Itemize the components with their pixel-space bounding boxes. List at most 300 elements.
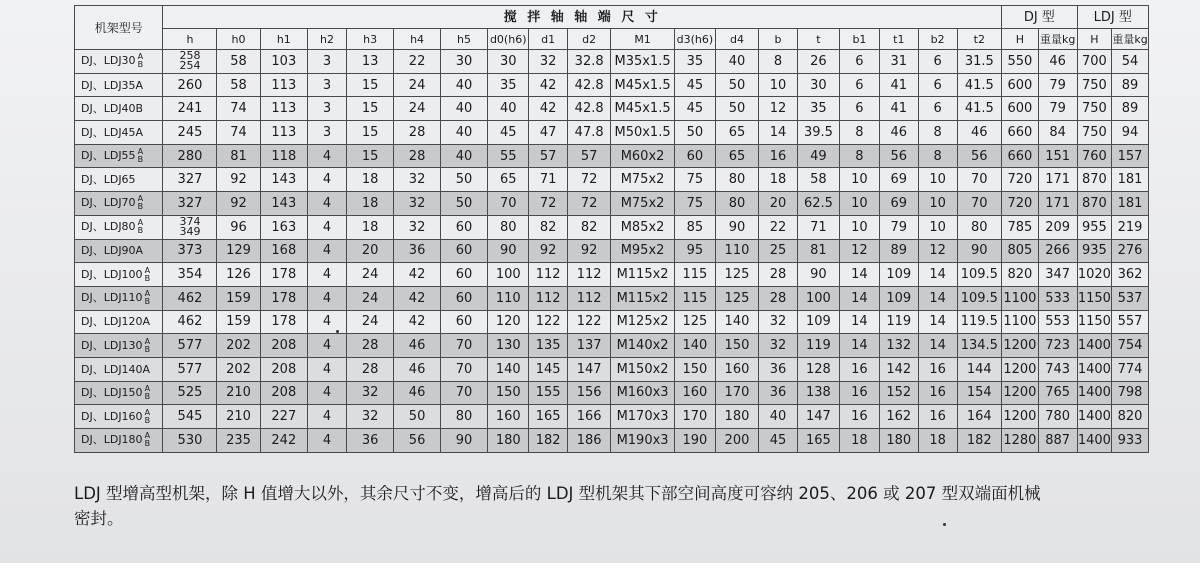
- table-cell: 171: [1038, 168, 1077, 192]
- model-cell: [75, 215, 163, 239]
- table-cell: 143: [260, 192, 307, 216]
- table-cell: 202: [217, 357, 260, 381]
- column-header-h4: h4: [394, 29, 440, 50]
- cell-h-value: 374: [179, 215, 201, 229]
- table-cell: 28: [394, 121, 440, 145]
- table-cell: 660: [1002, 144, 1039, 168]
- table-cell: 15: [346, 144, 393, 168]
- table-cell: 113: [260, 73, 307, 97]
- table-cell: 154: [957, 381, 1001, 405]
- table-cell: 181: [1112, 168, 1149, 192]
- table-cell: 119.5: [957, 310, 1001, 334]
- table-cell: 4: [308, 429, 347, 453]
- table-cell: 118: [260, 144, 307, 168]
- table-cell: 58: [797, 168, 839, 192]
- model-cell: [75, 405, 163, 429]
- table-cell: 180: [715, 405, 758, 429]
- variant-b: B: [144, 439, 151, 449]
- table-cell: 20: [346, 239, 393, 263]
- table-cell: 90: [440, 429, 487, 453]
- table-cell: 112: [529, 286, 568, 310]
- table-cell: 50: [440, 168, 487, 192]
- table-cell: 109: [797, 310, 839, 334]
- table-cell: 74: [217, 97, 260, 121]
- table-row: [75, 121, 1149, 145]
- table-cell: 8: [918, 121, 957, 145]
- table-cell: 42: [394, 286, 440, 310]
- variant-ab-mark: [138, 195, 144, 211]
- table-cell: M160x3: [611, 381, 675, 405]
- table-cell: 16: [918, 381, 957, 405]
- model-cell: [75, 286, 163, 310]
- table-cell: 49: [797, 144, 839, 168]
- table-cell: 14: [918, 286, 957, 310]
- model-header: 机架型号: [75, 6, 163, 50]
- table-cell: 537: [1112, 286, 1149, 310]
- table-cell: 4: [308, 144, 347, 168]
- table-cell: 40: [440, 73, 487, 97]
- table-cell: 190: [674, 429, 715, 453]
- table-cell: 32: [346, 381, 393, 405]
- table-cell: 45: [488, 121, 529, 145]
- table-row: [75, 381, 1149, 405]
- table-cell: 82: [529, 215, 568, 239]
- table-cell: 18: [839, 429, 879, 453]
- table-cell: M60x2: [611, 144, 675, 168]
- table-cell: M140x2: [611, 334, 675, 358]
- table-cell: 92: [217, 168, 260, 192]
- table-cell: 750: [1077, 97, 1112, 121]
- model-label: DJ、LDJ30: [81, 54, 136, 68]
- table-cell: 28: [759, 263, 798, 287]
- column-header-ldj-weight: 重量kg: [1112, 29, 1149, 50]
- table-cell: 181: [1112, 192, 1149, 216]
- model-label: DJ、LDJ65: [81, 173, 136, 187]
- table-cell: 39.5: [797, 121, 839, 145]
- table-cell: 46: [394, 334, 440, 358]
- table-cell: 36: [759, 357, 798, 381]
- table-cell: 138: [797, 381, 839, 405]
- table-cell: 10: [839, 168, 879, 192]
- table-cell: 130: [488, 334, 529, 358]
- table-cell: 168: [260, 239, 307, 263]
- table-cell: 1100: [1002, 310, 1039, 334]
- table-cell: 113: [260, 121, 307, 145]
- ldj-group-header: LDJ 型: [1077, 6, 1148, 29]
- table-cell: 6: [839, 50, 879, 74]
- table-cell: 16: [759, 144, 798, 168]
- table-cell: 109: [879, 263, 918, 287]
- variant-a: A: [144, 289, 151, 299]
- column-header-t1: t1: [879, 29, 918, 50]
- table-cell: 170: [674, 405, 715, 429]
- table-cell: 90: [957, 239, 1001, 263]
- table-cell: 45: [674, 73, 715, 97]
- table-cell: 70: [957, 168, 1001, 192]
- footnote-line-2: 密封。: [74, 509, 124, 528]
- model-label: DJ、LDJ35A: [81, 78, 144, 92]
- table-cell: 550: [1002, 50, 1039, 74]
- column-header-M1: M1: [611, 29, 675, 50]
- table-cell: M170x3: [611, 405, 675, 429]
- table-cell: 12: [918, 239, 957, 263]
- table-cell: 182: [529, 429, 568, 453]
- table-cell: 760: [1077, 144, 1112, 168]
- table-cell: 28: [759, 286, 798, 310]
- column-header-dj-h: H: [1002, 29, 1039, 50]
- table-cell: 25: [759, 239, 798, 263]
- table-cell: 58: [217, 73, 260, 97]
- table-body: [75, 50, 1149, 453]
- table-cell: 35: [797, 97, 839, 121]
- table-cell: 159: [217, 286, 260, 310]
- table-cell: 140: [488, 357, 529, 381]
- table-cell: 70: [957, 192, 1001, 216]
- table-cell: 155: [529, 381, 568, 405]
- table-cell: 12: [759, 97, 798, 121]
- table-row: [75, 73, 1149, 97]
- variant-ab-mark: [145, 267, 151, 283]
- shaft-dimension-group-header: 搅 拌 轴 轴 端 尺 寸: [163, 6, 1002, 29]
- table-cell: 69: [879, 168, 918, 192]
- column-header-t2: t2: [957, 29, 1001, 50]
- cell-h: 530: [163, 429, 217, 453]
- table-cell: 109.5: [957, 263, 1001, 287]
- cell-h: 280: [163, 144, 217, 168]
- table-cell: 140: [715, 310, 758, 334]
- table-cell: 202: [217, 334, 260, 358]
- table-cell: 165: [529, 405, 568, 429]
- table-cell: 798: [1112, 381, 1149, 405]
- table-cell: 1200: [1002, 381, 1039, 405]
- table-cell: 36: [759, 381, 798, 405]
- footnote: [74, 481, 1154, 531]
- column-header-h2: h2: [308, 29, 347, 50]
- table-cell: 18: [346, 215, 393, 239]
- table-cell: 18: [918, 429, 957, 453]
- table-cell: 42: [394, 263, 440, 287]
- table-cell: 28: [394, 144, 440, 168]
- variant-b: B: [144, 391, 151, 401]
- table-cell: 71: [797, 215, 839, 239]
- table-cell: 200: [715, 429, 758, 453]
- column-header-d3h6: d3(h6): [674, 29, 715, 50]
- table-cell: 40: [488, 97, 529, 121]
- table-cell: 24: [346, 286, 393, 310]
- table-cell: 80: [440, 405, 487, 429]
- table-cell: 32: [529, 50, 568, 74]
- table-cell: 1400: [1077, 405, 1112, 429]
- dimension-table: [74, 5, 1149, 453]
- table-cell: 46: [879, 121, 918, 145]
- table-cell: 69: [879, 192, 918, 216]
- table-cell: 4: [308, 239, 347, 263]
- table-cell: 50: [715, 73, 758, 97]
- cell-h: 577: [163, 357, 217, 381]
- table-cell: 46: [1038, 50, 1077, 74]
- table-cell: 128: [797, 357, 839, 381]
- cell-h: 327: [163, 168, 217, 192]
- model-label: DJ、LDJ55: [81, 149, 136, 163]
- table-cell: 4: [308, 168, 347, 192]
- table-cell: 208: [260, 381, 307, 405]
- table-cell: 533: [1038, 286, 1077, 310]
- table-cell: 6: [918, 50, 957, 74]
- table-cell: 31.5: [957, 50, 1001, 74]
- table-cell: 24: [394, 73, 440, 97]
- table-cell: 112: [568, 263, 611, 287]
- table-row: [75, 215, 1149, 239]
- table-cell: 75: [674, 168, 715, 192]
- table-cell: M95x2: [611, 239, 675, 263]
- table-cell: 40: [440, 144, 487, 168]
- table-cell: 84: [1038, 121, 1077, 145]
- cell-h-value: 349: [179, 225, 201, 239]
- column-header-t: t: [797, 29, 839, 50]
- model-label: DJ、LDJ180: [81, 433, 143, 447]
- model-cell: [75, 168, 163, 192]
- table-cell: 41.5: [957, 97, 1001, 121]
- table-cell: 41: [879, 73, 918, 97]
- table-cell: 660: [1002, 121, 1039, 145]
- table-cell: 750: [1077, 73, 1112, 97]
- model-cell: [75, 357, 163, 381]
- table-row: [75, 144, 1149, 168]
- table-cell: 6: [918, 73, 957, 97]
- variant-a: A: [144, 265, 151, 275]
- table-cell: 1020: [1077, 263, 1112, 287]
- model-label: DJ、LDJ70: [81, 196, 136, 210]
- table-cell: 276: [1112, 239, 1149, 263]
- table-cell: 42: [394, 310, 440, 334]
- table-cell: 56: [957, 144, 1001, 168]
- table-cell: 142: [879, 357, 918, 381]
- table-cell: 870: [1077, 192, 1112, 216]
- table-cell: 4: [308, 405, 347, 429]
- cell-h: 245: [163, 121, 217, 145]
- print-speck: [336, 330, 339, 333]
- model-cell: [75, 381, 163, 405]
- table-cell: 1150: [1077, 310, 1112, 334]
- table-cell: 119: [797, 334, 839, 358]
- table-cell: 70: [440, 357, 487, 381]
- table-row: [75, 405, 1149, 429]
- table-cell: 3: [308, 73, 347, 97]
- table-cell: 140: [674, 334, 715, 358]
- table-cell: 3: [308, 50, 347, 74]
- cell-h-value: 254: [179, 59, 201, 73]
- model-label: DJ、LDJ140A: [81, 362, 151, 376]
- table-cell: 36: [346, 429, 393, 453]
- table-cell: 6: [918, 97, 957, 121]
- table-cell: 160: [715, 357, 758, 381]
- table-cell: 45: [759, 429, 798, 453]
- table-cell: 90: [715, 215, 758, 239]
- table-row: [75, 429, 1149, 453]
- table-cell: 50: [440, 192, 487, 216]
- table-cell: 40: [715, 50, 758, 74]
- table-row: [75, 50, 1149, 74]
- table-cell: 28: [346, 357, 393, 381]
- table-cell: 4: [308, 286, 347, 310]
- table-cell: M85x2: [611, 215, 675, 239]
- table-cell: 134.5: [957, 334, 1001, 358]
- table-cell: 182: [957, 429, 1001, 453]
- table-cell: 14: [918, 263, 957, 287]
- table-cell: 14: [839, 286, 879, 310]
- table-cell: 1150: [1077, 286, 1112, 310]
- table-cell: 46: [394, 357, 440, 381]
- table-row: [75, 97, 1149, 121]
- table-cell: 3: [308, 121, 347, 145]
- column-header-d0h6: d0(h6): [488, 29, 529, 50]
- table-cell: 47: [529, 121, 568, 145]
- table-cell: 50: [394, 405, 440, 429]
- table-cell: 96: [217, 215, 260, 239]
- table-cell: 210: [217, 405, 260, 429]
- table-cell: 14: [918, 310, 957, 334]
- print-speck: [943, 523, 946, 526]
- model-label: DJ、LDJ130: [81, 338, 143, 352]
- variant-b: B: [137, 60, 144, 70]
- table-cell: 887: [1038, 429, 1077, 453]
- table-cell: 115: [674, 286, 715, 310]
- table-cell: 14: [839, 334, 879, 358]
- table-cell: 110: [488, 286, 529, 310]
- table-cell: 16: [839, 405, 879, 429]
- table-cell: 743: [1038, 357, 1077, 381]
- table-cell: 15: [346, 121, 393, 145]
- table-cell: 805: [1002, 239, 1039, 263]
- table-cell: 65: [715, 121, 758, 145]
- table-cell: 35: [488, 73, 529, 97]
- table-cell: 209: [1038, 215, 1077, 239]
- table-cell: 56: [394, 429, 440, 453]
- table-cell: 100: [488, 263, 529, 287]
- table-cell: 15: [346, 97, 393, 121]
- table-cell: 10: [918, 168, 957, 192]
- table-cell: 109: [879, 286, 918, 310]
- table-header-row-1: [75, 6, 1149, 29]
- table-cell: 46: [394, 381, 440, 405]
- table-cell: 56: [879, 144, 918, 168]
- table-cell: 266: [1038, 239, 1077, 263]
- table-header-row-2: [75, 29, 1149, 50]
- table-cell: 137: [568, 334, 611, 358]
- table-cell: 90: [488, 239, 529, 263]
- table-cell: 71: [529, 168, 568, 192]
- table-cell: 16: [839, 357, 879, 381]
- table-cell: 147: [797, 405, 839, 429]
- table-cell: 10: [918, 192, 957, 216]
- table-cell: 18: [346, 168, 393, 192]
- column-header-h3: h3: [346, 29, 393, 50]
- table-row: [75, 286, 1149, 310]
- table-cell: 1100: [1002, 286, 1039, 310]
- table-cell: M150x2: [611, 357, 675, 381]
- table-cell: 1400: [1077, 334, 1112, 358]
- table-cell: 113: [260, 97, 307, 121]
- table-cell: 178: [260, 310, 307, 334]
- model-cell: [75, 429, 163, 453]
- table-row: [75, 334, 1149, 358]
- table-cell: 70: [440, 334, 487, 358]
- table-cell: 115: [674, 263, 715, 287]
- table-cell: 32: [346, 405, 393, 429]
- table-cell: M75x2: [611, 192, 675, 216]
- table-cell: 723: [1038, 334, 1077, 358]
- table-row: [75, 357, 1149, 381]
- table-cell: 24: [346, 310, 393, 334]
- table-cell: 90: [797, 263, 839, 287]
- table-cell: 72: [529, 192, 568, 216]
- table-cell: 557: [1112, 310, 1149, 334]
- table-cell: 186: [568, 429, 611, 453]
- table-cell: 162: [879, 405, 918, 429]
- table-cell: 32.8: [568, 50, 611, 74]
- variant-a: A: [144, 407, 151, 417]
- table-cell: 170: [715, 381, 758, 405]
- model-label: DJ、LDJ120A: [81, 315, 151, 329]
- variant-b: B: [144, 415, 151, 425]
- table-cell: 26: [797, 50, 839, 74]
- table-cell: 171: [1038, 192, 1077, 216]
- model-label: DJ、LDJ40B: [81, 102, 144, 116]
- cell-h: [163, 50, 217, 74]
- table-cell: 75: [674, 192, 715, 216]
- cell-h: [163, 215, 217, 239]
- model-label: DJ、LDJ110: [81, 291, 143, 305]
- table-cell: 30: [797, 73, 839, 97]
- table-cell: 820: [1002, 263, 1039, 287]
- table-cell: 18: [346, 192, 393, 216]
- variant-b: B: [144, 273, 151, 283]
- table-cell: 72: [568, 168, 611, 192]
- table-cell: 163: [260, 215, 307, 239]
- table-cell: 40: [759, 405, 798, 429]
- table-cell: 42: [529, 97, 568, 121]
- cell-h-value: 258: [179, 49, 201, 63]
- table-cell: 60: [440, 239, 487, 263]
- table-cell: 242: [260, 429, 307, 453]
- table-cell: 122: [529, 310, 568, 334]
- model-label: DJ、LDJ100: [81, 267, 143, 281]
- cell-h: 545: [163, 405, 217, 429]
- table-cell: 62.5: [797, 192, 839, 216]
- model-label: DJ、LDJ150: [81, 385, 143, 399]
- table-cell: 347: [1038, 263, 1077, 287]
- table-cell: 82: [568, 215, 611, 239]
- model-label: DJ、LDJ90A: [81, 244, 144, 258]
- table-cell: 10: [918, 215, 957, 239]
- table-cell: 6: [839, 73, 879, 97]
- table-cell: 109.5: [957, 286, 1001, 310]
- column-header-d2: d2: [568, 29, 611, 50]
- table-cell: M125x2: [611, 310, 675, 334]
- table-cell: 4: [308, 357, 347, 381]
- model-cell: [75, 310, 163, 334]
- table-cell: 70: [440, 381, 487, 405]
- table-cell: 60: [440, 263, 487, 287]
- table-cell: 57: [568, 144, 611, 168]
- table-row: [75, 239, 1149, 263]
- table-cell: 92: [568, 239, 611, 263]
- column-header-h: h: [163, 29, 217, 50]
- table-cell: 4: [308, 215, 347, 239]
- table-cell: 14: [839, 310, 879, 334]
- table-cell: 135: [529, 334, 568, 358]
- table-cell: 933: [1112, 429, 1149, 453]
